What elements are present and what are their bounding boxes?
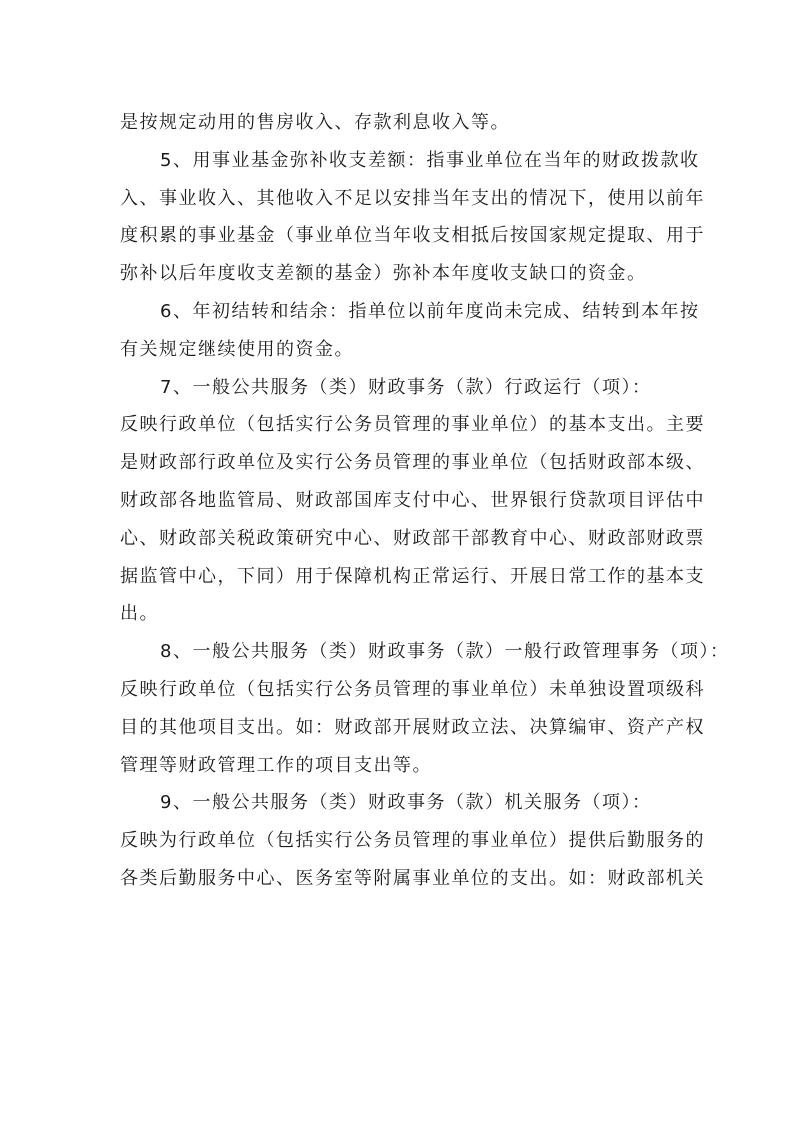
paragraph-heading: 5、用事业基金弥补收支差额：指事业单位在当年的财政拨款收 bbox=[160, 149, 700, 171]
text-line: 反映为行政单位（包括实行公务员管理的事业单位）提供后勤服务的 bbox=[120, 830, 705, 852]
text-line: 弥补以后年度收支差额的基金）弥补本年度收支缺口的资金。 bbox=[120, 263, 647, 285]
paragraph-heading: 9、一般公共服务（类）财政事务（款）机关服务（项）： bbox=[160, 792, 652, 814]
text-line: 据监管中心，下同）用于保障机构正常运行、开展日常工作的基本支 bbox=[120, 565, 705, 587]
paragraph-heading: 7、一般公共服务（类）财政事务（款）行政运行（项）： bbox=[160, 376, 652, 398]
document-body bbox=[120, 104, 730, 898]
text-line: 财政部各地监管局、财政部国库支付中心、世界银行贷款项目评估中 bbox=[120, 489, 705, 511]
text-line: 心、财政部关税政策研究中心、财政部干部教育中心、财政部财政票 bbox=[120, 527, 705, 549]
paragraph-heading: 6、年初结转和结余：指单位以前年度尚未完成、结转到本年按 bbox=[160, 300, 700, 322]
text-line: 是按规定动用的售房收入、存款利息收入等。 bbox=[120, 112, 510, 133]
text-line: 度积累的事业基金（事业单位当年收支相抵后按国家规定提取、用于 bbox=[120, 225, 705, 247]
text-line: 目的其他项目支出。如：财政部开展财政立法、决算编审、资产产权 bbox=[120, 716, 705, 738]
text-line: 反映行政单位（包括实行公务员管理的事业单位）的基本支出。主要 bbox=[120, 414, 705, 436]
text-line: 是财政部行政单位及实行公务员管理的事业单位（包括财政部本级、 bbox=[120, 452, 705, 474]
text-line: 入、事业收入、其他收入不足以安排当年支出的情况下，使用以前年 bbox=[120, 187, 705, 209]
text-line: 反映行政单位（包括实行公务员管理的事业单位）未单独设置项级科 bbox=[120, 678, 705, 700]
text-line: 管理等财政管理工作的项目支出等。 bbox=[120, 754, 432, 776]
text-line: 有关规定继续使用的资金。 bbox=[120, 338, 354, 360]
text-line: 出。 bbox=[120, 603, 159, 625]
text-line: 各类后勤服务中心、医务室等附属事业单位的支出。如：财政部机关 bbox=[120, 867, 705, 889]
paragraph-heading: 8、一般公共服务（类）财政事务（款）一般行政管理事务（项）： bbox=[160, 641, 730, 663]
